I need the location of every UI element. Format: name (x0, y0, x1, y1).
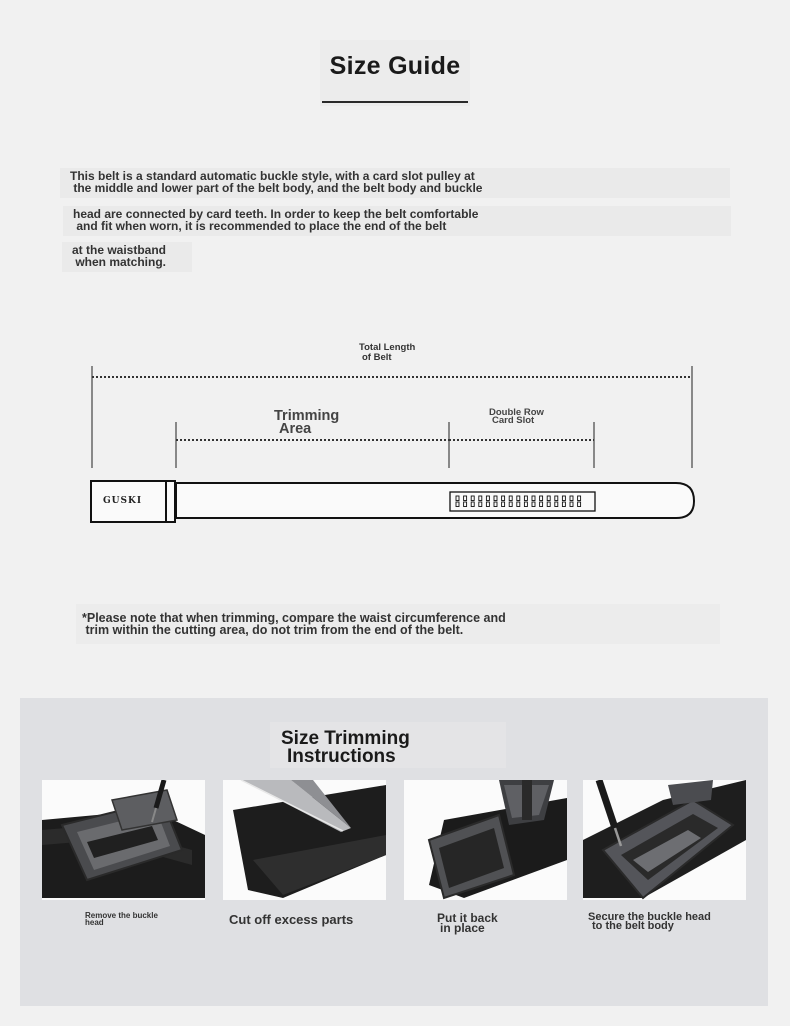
buckle-back-icon (404, 780, 567, 900)
intro-line-6: when matching. (72, 255, 167, 269)
intro-line-5: at the waistband (72, 243, 167, 257)
step-image-remove-buckle (42, 780, 205, 900)
intro-block-3 (62, 242, 192, 272)
intro-block-1 (60, 168, 730, 198)
trimming-title-1: Size Trimming (281, 728, 410, 749)
belt-brand-logo: GUSKI (103, 496, 143, 506)
step-caption-4b: to the belt body (592, 920, 674, 932)
total-length-label (359, 343, 415, 363)
intro-line-4: and fit when worn, it is recommended to place the end of the belt (73, 219, 447, 233)
page-title: Size Guide (329, 52, 461, 80)
card-slot-box (450, 492, 595, 511)
step-image-secure-buckle (583, 780, 746, 900)
step-caption-2a: Cut off excess parts (229, 912, 354, 927)
note-line-2: trim within the cutting area, do not trim from the end of the belt. (82, 623, 464, 637)
step-caption-cut-excess (229, 913, 353, 926)
screwdriver-buckle-icon (42, 780, 205, 900)
belt-buckle-clip (166, 481, 175, 522)
knife-cut-icon (223, 780, 386, 900)
note-line-1: *Please note that when trimming, compare the waist circumference and (82, 611, 506, 625)
card-slot-label (489, 409, 544, 425)
step-caption-put-back (437, 913, 498, 933)
total-length-label-2: of Belt (362, 352, 392, 363)
card-slot-label-2: Card Slot (492, 415, 535, 426)
intro-line-1: This belt is a standard automatic buckle style, with a card slot pulley at (70, 169, 475, 183)
step-caption-3a: Put it back (437, 911, 498, 925)
step-caption-1a: Remove the buckle (85, 911, 158, 920)
step-caption-secure-buckle (588, 913, 711, 931)
trimming-note (76, 604, 720, 644)
trimming-area-label-2: Area (279, 421, 312, 437)
step-image-cut-excess (223, 780, 386, 900)
step-caption-3b: in place (440, 921, 485, 935)
intro-line-3: head are connected by card teeth. In order to keep the belt comfortable (73, 207, 479, 221)
intro-block-2 (63, 206, 731, 236)
total-length-label-1: Total Length (359, 342, 416, 353)
step-caption-1b: head (85, 918, 104, 927)
step-caption-remove-buckle (85, 912, 158, 926)
title-underline (322, 101, 468, 103)
trimming-area-label-1: Trimming (274, 408, 340, 424)
trimming-area-label (274, 410, 339, 436)
screwdriver-secure-icon (583, 780, 746, 900)
step-image-put-back (404, 780, 567, 900)
trimming-title (281, 730, 410, 766)
step-caption-4a: Secure the buckle head (588, 911, 711, 923)
card-slot-label-1: Double Row (489, 407, 544, 418)
belt-body (176, 483, 694, 518)
trimming-title-2: Instructions (287, 746, 396, 767)
intro-line-2: the middle and lower part of the belt body, and the belt body and buckle (70, 181, 483, 195)
